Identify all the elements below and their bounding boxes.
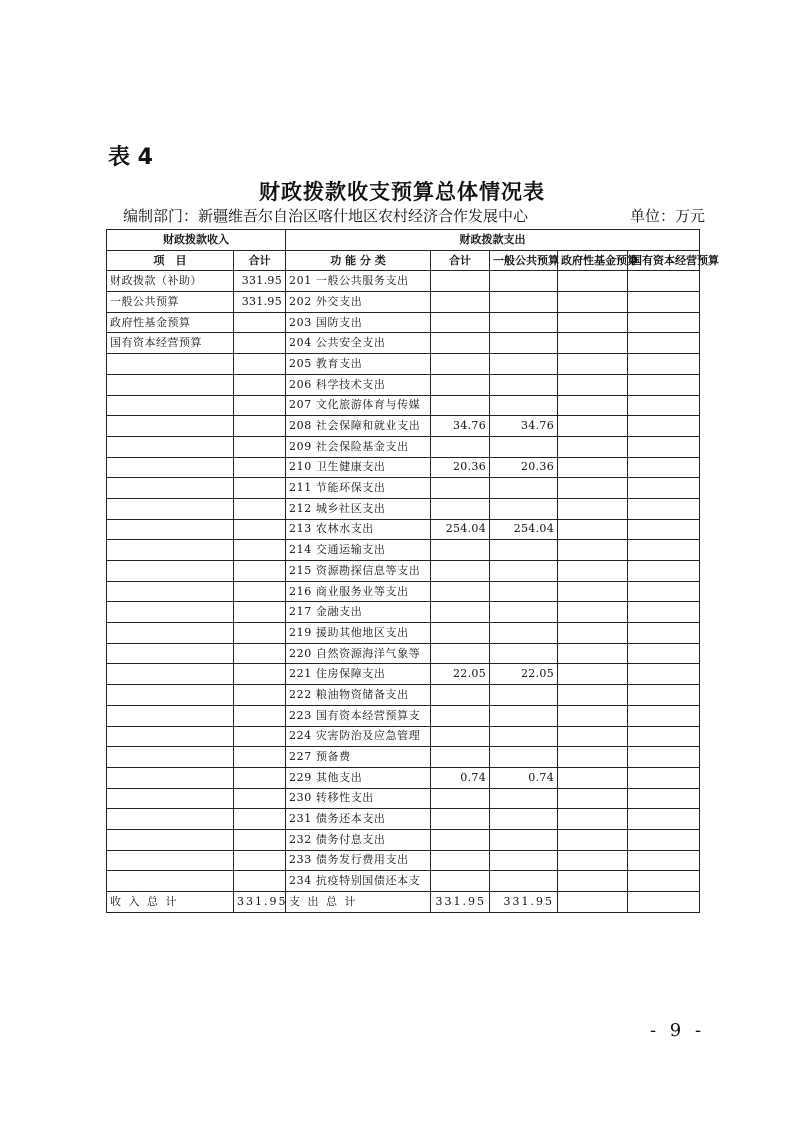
gov-fund-cell bbox=[558, 333, 628, 354]
table-row bbox=[107, 271, 700, 292]
general-public-cell bbox=[490, 747, 558, 768]
expense-total-cell bbox=[431, 561, 490, 582]
col-header-income-total: 合计 bbox=[234, 250, 286, 271]
function-category-cell: 216 商业服务业等支出 bbox=[286, 581, 431, 602]
expense-total-cell: 20.36 bbox=[431, 457, 490, 478]
expense-total-cell bbox=[431, 747, 490, 768]
table-row bbox=[107, 478, 700, 499]
function-category-cell: 206 科学技术支出 bbox=[286, 374, 431, 395]
table-row bbox=[107, 395, 700, 416]
expense-total-cell: 34.76 bbox=[431, 416, 490, 437]
expense-total-cell bbox=[431, 498, 490, 519]
gov-fund-cell bbox=[558, 643, 628, 664]
gov-fund-cell bbox=[558, 457, 628, 478]
column-header-row bbox=[107, 250, 700, 271]
income-total-cell bbox=[234, 788, 286, 809]
expense-section-header: 财政拨款支出 bbox=[286, 230, 700, 251]
income-item-cell bbox=[107, 767, 234, 788]
expense-total-cell bbox=[431, 643, 490, 664]
income-item-cell bbox=[107, 540, 234, 561]
income-item-cell bbox=[107, 747, 234, 768]
income-item-cell bbox=[107, 457, 234, 478]
general-public-cell bbox=[490, 871, 558, 892]
capital-total-value bbox=[628, 892, 700, 913]
function-category-cell: 219 援助其他地区支出 bbox=[286, 623, 431, 644]
income-item-cell bbox=[107, 809, 234, 830]
income-total-cell bbox=[234, 809, 286, 830]
function-category-cell: 213 农林水支出 bbox=[286, 519, 431, 540]
state-capital-cell bbox=[628, 478, 700, 499]
unit-line: 单位：万元 bbox=[629, 207, 705, 225]
general-public-cell bbox=[490, 333, 558, 354]
expense-total-cell bbox=[431, 333, 490, 354]
function-category-cell: 208 社会保障和就业支出 bbox=[286, 416, 431, 437]
income-total-cell bbox=[234, 705, 286, 726]
expense-total-cell bbox=[431, 705, 490, 726]
general-public-cell: 0.74 bbox=[490, 767, 558, 788]
income-item-cell bbox=[107, 416, 234, 437]
income-total-cell bbox=[234, 685, 286, 706]
income-item-cell bbox=[107, 788, 234, 809]
income-item-cell bbox=[107, 829, 234, 850]
gov-fund-cell bbox=[558, 540, 628, 561]
general-public-cell bbox=[490, 623, 558, 644]
state-capital-cell bbox=[628, 809, 700, 830]
function-category-cell: 230 转移性支出 bbox=[286, 788, 431, 809]
function-category-cell: 203 国防支出 bbox=[286, 312, 431, 333]
table-row bbox=[107, 540, 700, 561]
income-total-cell bbox=[234, 457, 286, 478]
function-category-cell: 204 公共安全支出 bbox=[286, 333, 431, 354]
income-total-cell bbox=[234, 416, 286, 437]
table-row bbox=[107, 354, 700, 375]
state-capital-cell bbox=[628, 457, 700, 478]
state-capital-cell bbox=[628, 374, 700, 395]
income-total-label: 收 入 总 计 bbox=[107, 892, 234, 913]
department-line: 编制部门：新疆维吾尔自治区喀什地区农村经济合作发展中心 bbox=[123, 207, 529, 225]
gov-fund-cell bbox=[558, 271, 628, 292]
general-total-value: 331.95 bbox=[490, 892, 558, 913]
income-total-cell bbox=[234, 478, 286, 499]
table-row bbox=[107, 436, 700, 457]
gov-fund-cell bbox=[558, 747, 628, 768]
income-item-cell: 一般公共预算 bbox=[107, 292, 234, 313]
col-header-general-public: 一般公共预算 bbox=[490, 250, 558, 271]
section-header-row bbox=[107, 230, 700, 251]
gov-fund-cell bbox=[558, 354, 628, 375]
gov-fund-cell bbox=[558, 374, 628, 395]
state-capital-cell bbox=[628, 312, 700, 333]
function-category-cell: 211 节能环保支出 bbox=[286, 478, 431, 499]
table-row bbox=[107, 457, 700, 478]
general-public-cell bbox=[490, 685, 558, 706]
expense-total-cell: 254.04 bbox=[431, 519, 490, 540]
function-category-cell: 223 国有资本经营预算支 bbox=[286, 705, 431, 726]
income-total-cell: 331.95 bbox=[234, 292, 286, 313]
function-category-cell: 215 资源勘探信息等支出 bbox=[286, 561, 431, 582]
table-row bbox=[107, 871, 700, 892]
function-category-cell: 232 债务付息支出 bbox=[286, 829, 431, 850]
col-header-expense-total: 合计 bbox=[431, 250, 490, 271]
income-item-cell bbox=[107, 850, 234, 871]
state-capital-cell bbox=[628, 498, 700, 519]
income-total-cell bbox=[234, 623, 286, 644]
col-header-function: 功 能 分 类 bbox=[286, 250, 431, 271]
expense-total-cell bbox=[431, 602, 490, 623]
state-capital-cell bbox=[628, 416, 700, 437]
function-category-cell: 222 粮油物资储备支出 bbox=[286, 685, 431, 706]
function-category-cell: 234 抗疫特别国债还本支 bbox=[286, 871, 431, 892]
expense-total-cell bbox=[431, 809, 490, 830]
gov-fund-cell bbox=[558, 871, 628, 892]
table-row bbox=[107, 643, 700, 664]
general-public-cell: 20.36 bbox=[490, 457, 558, 478]
gov-fund-cell bbox=[558, 395, 628, 416]
expense-total-cell bbox=[431, 292, 490, 313]
function-category-cell: 227 预备费 bbox=[286, 747, 431, 768]
state-capital-cell bbox=[628, 333, 700, 354]
function-category-cell: 207 文化旅游体育与传媒 bbox=[286, 395, 431, 416]
general-public-cell bbox=[490, 312, 558, 333]
general-public-cell: 254.04 bbox=[490, 519, 558, 540]
general-public-cell bbox=[490, 478, 558, 499]
income-total-cell bbox=[234, 664, 286, 685]
income-item-cell bbox=[107, 354, 234, 375]
general-public-cell bbox=[490, 602, 558, 623]
income-item-cell bbox=[107, 664, 234, 685]
table-row bbox=[107, 374, 700, 395]
income-total-value: 331.95 bbox=[234, 892, 286, 913]
state-capital-cell bbox=[628, 871, 700, 892]
income-item-cell bbox=[107, 478, 234, 499]
expense-total-cell bbox=[431, 540, 490, 561]
gov-fund-cell bbox=[558, 436, 628, 457]
total-row bbox=[107, 892, 700, 913]
income-item-cell bbox=[107, 519, 234, 540]
income-item-cell bbox=[107, 561, 234, 582]
state-capital-cell bbox=[628, 643, 700, 664]
state-capital-cell bbox=[628, 519, 700, 540]
expense-total-cell bbox=[431, 436, 490, 457]
income-item-cell bbox=[107, 581, 234, 602]
general-public-cell bbox=[490, 498, 558, 519]
income-total-cell bbox=[234, 767, 286, 788]
function-category-cell: 224 灾害防治及应急管理 bbox=[286, 726, 431, 747]
table-row bbox=[107, 788, 700, 809]
expense-total-cell bbox=[431, 271, 490, 292]
state-capital-cell bbox=[628, 664, 700, 685]
table-row bbox=[107, 312, 700, 333]
table-row bbox=[107, 726, 700, 747]
income-item-cell bbox=[107, 643, 234, 664]
state-capital-cell bbox=[628, 767, 700, 788]
general-public-cell bbox=[490, 829, 558, 850]
general-public-cell bbox=[490, 395, 558, 416]
table-row bbox=[107, 333, 700, 354]
table-row bbox=[107, 519, 700, 540]
gov-fund-cell bbox=[558, 602, 628, 623]
gov-fund-cell bbox=[558, 498, 628, 519]
gov-fund-cell bbox=[558, 685, 628, 706]
page-number: - 9 - bbox=[650, 1020, 706, 1041]
function-category-cell: 212 城乡社区支出 bbox=[286, 498, 431, 519]
state-capital-cell bbox=[628, 705, 700, 726]
state-capital-cell bbox=[628, 788, 700, 809]
expense-total-cell bbox=[431, 581, 490, 602]
function-category-cell: 231 债务还本支出 bbox=[286, 809, 431, 830]
income-item-cell: 政府性基金预算 bbox=[107, 312, 234, 333]
income-total-cell bbox=[234, 829, 286, 850]
function-category-cell: 201 一般公共服务支出 bbox=[286, 271, 431, 292]
state-capital-cell bbox=[628, 271, 700, 292]
function-category-cell: 221 住房保障支出 bbox=[286, 664, 431, 685]
expense-total-cell bbox=[431, 374, 490, 395]
income-total-cell bbox=[234, 747, 286, 768]
table-row bbox=[107, 747, 700, 768]
income-item-cell bbox=[107, 623, 234, 644]
income-item-cell bbox=[107, 705, 234, 726]
income-total-cell bbox=[234, 354, 286, 375]
income-total-cell bbox=[234, 602, 286, 623]
expense-total-cell bbox=[431, 871, 490, 892]
table-row bbox=[107, 498, 700, 519]
state-capital-cell bbox=[628, 747, 700, 768]
expense-total-cell bbox=[431, 354, 490, 375]
general-public-cell bbox=[490, 850, 558, 871]
income-item-cell bbox=[107, 602, 234, 623]
col-header-state-capital: 国有资本经营预算 bbox=[628, 250, 700, 271]
gov-fund-cell bbox=[558, 581, 628, 602]
table-row bbox=[107, 416, 700, 437]
table-row bbox=[107, 561, 700, 582]
income-section-header: 财政拨款收入 bbox=[107, 230, 286, 251]
function-category-cell: 205 教育支出 bbox=[286, 354, 431, 375]
function-category-cell: 229 其他支出 bbox=[286, 767, 431, 788]
gov-fund-cell bbox=[558, 726, 628, 747]
income-total-cell bbox=[234, 333, 286, 354]
state-capital-cell bbox=[628, 436, 700, 457]
income-item-cell bbox=[107, 871, 234, 892]
income-item-cell: 财政拨款（补助） bbox=[107, 271, 234, 292]
income-total-cell bbox=[234, 519, 286, 540]
state-capital-cell bbox=[628, 685, 700, 706]
state-capital-cell bbox=[628, 292, 700, 313]
function-category-cell: 210 卫生健康支出 bbox=[286, 457, 431, 478]
state-capital-cell bbox=[628, 540, 700, 561]
income-total-cell bbox=[234, 643, 286, 664]
table-row bbox=[107, 829, 700, 850]
gov-fund-cell bbox=[558, 705, 628, 726]
general-public-cell bbox=[490, 292, 558, 313]
expense-total-cell bbox=[431, 685, 490, 706]
function-category-cell: 233 债务发行费用支出 bbox=[286, 850, 431, 871]
state-capital-cell bbox=[628, 726, 700, 747]
function-category-cell: 217 金融支出 bbox=[286, 602, 431, 623]
gov-fund-cell bbox=[558, 561, 628, 582]
income-item-cell bbox=[107, 374, 234, 395]
general-public-cell bbox=[490, 788, 558, 809]
income-total-cell bbox=[234, 726, 286, 747]
col-header-item: 项 目 bbox=[107, 250, 234, 271]
general-public-cell bbox=[490, 705, 558, 726]
income-item-cell bbox=[107, 395, 234, 416]
gov-fund-cell bbox=[558, 664, 628, 685]
income-total-cell: 331.95 bbox=[234, 271, 286, 292]
general-public-cell bbox=[490, 643, 558, 664]
gov-fund-cell bbox=[558, 292, 628, 313]
income-item-cell bbox=[107, 685, 234, 706]
table-row bbox=[107, 623, 700, 644]
function-category-cell: 202 外交支出 bbox=[286, 292, 431, 313]
income-total-cell bbox=[234, 374, 286, 395]
budget-table bbox=[106, 229, 719, 913]
expense-total-cell bbox=[431, 478, 490, 499]
expense-total-cell bbox=[431, 788, 490, 809]
function-category-cell: 214 交通运输支出 bbox=[286, 540, 431, 561]
gov-fund-cell bbox=[558, 850, 628, 871]
state-capital-cell bbox=[628, 395, 700, 416]
state-capital-cell bbox=[628, 623, 700, 644]
state-capital-cell bbox=[628, 602, 700, 623]
gov-fund-cell bbox=[558, 519, 628, 540]
table-row bbox=[107, 664, 700, 685]
state-capital-cell bbox=[628, 850, 700, 871]
gov-fund-cell bbox=[558, 829, 628, 850]
gov-fund-cell bbox=[558, 809, 628, 830]
expense-total-cell: 22.05 bbox=[431, 664, 490, 685]
gov-fund-cell bbox=[558, 788, 628, 809]
table-row bbox=[107, 809, 700, 830]
general-public-cell bbox=[490, 540, 558, 561]
expense-total-cell bbox=[431, 623, 490, 644]
state-capital-cell bbox=[628, 561, 700, 582]
income-item-cell bbox=[107, 436, 234, 457]
general-public-cell bbox=[490, 354, 558, 375]
expense-total-cell bbox=[431, 850, 490, 871]
expense-total-value: 331.95 bbox=[431, 892, 490, 913]
general-public-cell: 34.76 bbox=[490, 416, 558, 437]
income-item-cell: 国有资本经营预算 bbox=[107, 333, 234, 354]
function-category-cell: 209 社会保险基金支出 bbox=[286, 436, 431, 457]
col-header-gov-fund: 政府性基金预算 bbox=[558, 250, 628, 271]
table-row bbox=[107, 581, 700, 602]
table-row bbox=[107, 602, 700, 623]
table-row bbox=[107, 685, 700, 706]
general-public-cell bbox=[490, 561, 558, 582]
state-capital-cell bbox=[628, 354, 700, 375]
income-total-cell bbox=[234, 540, 286, 561]
table-label: 表 4 bbox=[108, 145, 153, 170]
expense-total-cell bbox=[431, 829, 490, 850]
gov-fund-cell bbox=[558, 312, 628, 333]
gov-fund-cell bbox=[558, 478, 628, 499]
general-public-cell bbox=[490, 271, 558, 292]
income-total-cell bbox=[234, 395, 286, 416]
income-total-cell bbox=[234, 581, 286, 602]
income-item-cell bbox=[107, 726, 234, 747]
fund-total-value bbox=[558, 892, 628, 913]
expense-total-cell bbox=[431, 395, 490, 416]
table-row bbox=[107, 767, 700, 788]
expense-total-label: 支 出 总 计 bbox=[286, 892, 431, 913]
general-public-cell bbox=[490, 374, 558, 395]
function-category-cell: 220 自然资源海洋气象等 bbox=[286, 643, 431, 664]
expense-total-cell bbox=[431, 726, 490, 747]
page-title: 财政拨款收支预算总体情况表 bbox=[259, 180, 545, 204]
income-total-cell bbox=[234, 312, 286, 333]
expense-total-cell bbox=[431, 312, 490, 333]
income-total-cell bbox=[234, 871, 286, 892]
general-public-cell: 22.05 bbox=[490, 664, 558, 685]
gov-fund-cell bbox=[558, 416, 628, 437]
table-row bbox=[107, 292, 700, 313]
income-total-cell bbox=[234, 850, 286, 871]
general-public-cell bbox=[490, 726, 558, 747]
income-total-cell bbox=[234, 436, 286, 457]
income-total-cell bbox=[234, 561, 286, 582]
gov-fund-cell bbox=[558, 623, 628, 644]
table-row bbox=[107, 850, 700, 871]
state-capital-cell bbox=[628, 829, 700, 850]
state-capital-cell bbox=[628, 581, 700, 602]
income-item-cell bbox=[107, 498, 234, 519]
general-public-cell bbox=[490, 436, 558, 457]
income-total-cell bbox=[234, 498, 286, 519]
expense-total-cell: 0.74 bbox=[431, 767, 490, 788]
general-public-cell bbox=[490, 581, 558, 602]
general-public-cell bbox=[490, 809, 558, 830]
table-row bbox=[107, 705, 700, 726]
gov-fund-cell bbox=[558, 767, 628, 788]
